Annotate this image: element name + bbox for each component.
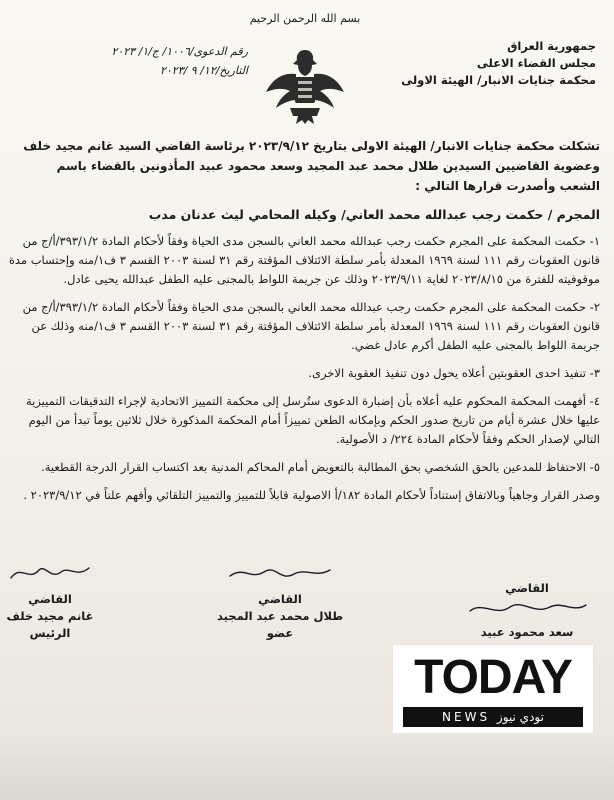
basmala: بسم الله الرحمن الرحيم — [249, 12, 361, 25]
today-news-watermark — [392, 644, 594, 734]
council-name: مجلس القضاء الاعلى — [476, 56, 596, 70]
signature-role: عضو — [266, 626, 294, 640]
scan-shadow — [0, 730, 614, 800]
signature-title: القاضي — [258, 592, 302, 606]
verdict-item-2: ٢- حكمت المحكمة على المجرم حكمت رجب عبدالله محمد العاني بالسجن مدى الحياة وفقاً لأحكام المادة ٣٩٣/١/٢/أ/ج من قانون العقوبات رقم ١١١ لسنة ١٩٦٩ المعدلة بأمر سلطة الائتلاف المؤقتة رقم ٣١ لسنة ٢٠٠٣ القسم ٣ ف١/منه وذلك عن جريمة اللواط بالمجنى عليه الطفل أكرم عادل غضي. — [22, 300, 600, 352]
case-number: رقم الدعوى/١٠٠٦/ ج/١/ ٢٠٢٣ — [111, 45, 248, 58]
case-date: التاريخ/١٢/ ٩ /٢٠٢٣ — [159, 64, 248, 77]
verdict-items — [8, 232, 606, 514]
signature-presiding-judge — [0, 560, 100, 642]
case-info — [18, 42, 248, 80]
defendant-line: المجرم / حكمت رجب عبدالله محمد العاني/ وكيله المحامي ليث عدنان مدب — [148, 207, 600, 222]
signature-member-judge — [200, 560, 360, 642]
court-name: محكمة جنايات الانبار/ الهيئة الاولى — [401, 73, 596, 87]
verdict-item-4: ٤- أفهمت المحكمة المحكوم عليه أعلاه بأن إضبارة الدعوى ستُرسل إلى محكمة التمييز الاتحادية لإجراء التدقيقات التمييزية عليها خلال عشرة أيام من تاريخ صدور الحكم وبإمكانه الطعن تمييزاً أمام المحكمة المذكورة خلال ثلاثين يوماً تبدأ من اليوم التالي لإصدار الحكم وفقاً لأحكام المادة ٢٢٤/ د الأصولية. — [25, 394, 600, 446]
handwritten-signature-icon — [5, 560, 95, 586]
signature-second-member-judge — [440, 580, 614, 641]
handwritten-signature-icon — [220, 560, 340, 586]
watermark-sub-text: NEWS تودي نيوز — [403, 707, 583, 727]
iraq-eagle-emblem-icon — [262, 44, 348, 126]
signature-title: القاضي — [505, 581, 549, 595]
court-composition-paragraph: تشكلت محكمة جنايات الانبار/ الهيئة الاولى بتاريخ ٢٠٢٣/٩/١٢ برئاسة القاضي السيد غانم مجيد خلف وعضوية القاضيين السيدين طلال محمد عبد المجيد وسعد محمود عبيد المأذونين بالقضاء باسم الشعب وأصدرت قرارها التالي : — [23, 139, 600, 193]
country-name: جمهورية العراق — [507, 39, 596, 53]
signature-name: طلال محمد عبد المجيد — [216, 609, 344, 623]
verdict-item-3: ٣- تنفيذ احدى العقوبتين أعلاه يحول دون تنفيذ العقوبة الاخرى. — [308, 366, 600, 380]
watermark-main-text: TODAY — [414, 651, 572, 704]
court-header — [396, 38, 596, 89]
verdict-item-5: ٥- الاحتفاظ للمدعين بالحق الشخصي بحق المطالبة بالتعويض أمام المحاكم المدنية بعد اكتساب القرار الدرجة القطعية. — [41, 460, 600, 474]
signature-role: الرئيس — [29, 626, 71, 640]
signature-name: سعد محمود عبيد — [480, 625, 574, 639]
verdict-item-1: ١- حكمت المحكمة على المجرم حكمت رجب عبدالله محمد العاني بالسجن مدى الحياة وفقاً لأحكام المادة ٣٩٣/١/٢/أ/ج من قانون العقوبات رقم ١١١ لسنة ١٩٦٩ المعدلة بأمر سلطة الائتلاف المؤقتة رقم ٣١ لسنة ٢٠٠٣ القسم ٣ ف١/منه وإحتساب مدة موقوفيته للفترة من ٢٠٢٣/٨/١٥ لغاية ٢٠٢٣/٩/١١ وذلك عن جريمة اللواط بالمجنى عليه الطفل عبدالله يحيى عادل. — [8, 234, 600, 286]
verdict-closing: وصدر القرار وجاهياً وبالاتفاق إستناداً لأحكام المادة ١٨٢/أ الاصولية قابلاً للتمييز والتمييز التلقائي وأفهم علناً في ٢٠٢٣/٩/١٢ . — [23, 488, 600, 502]
signature-title: القاضي — [28, 592, 72, 606]
handwritten-signature-icon — [462, 597, 592, 619]
signature-name: غانم مجيد خلف — [6, 609, 94, 623]
